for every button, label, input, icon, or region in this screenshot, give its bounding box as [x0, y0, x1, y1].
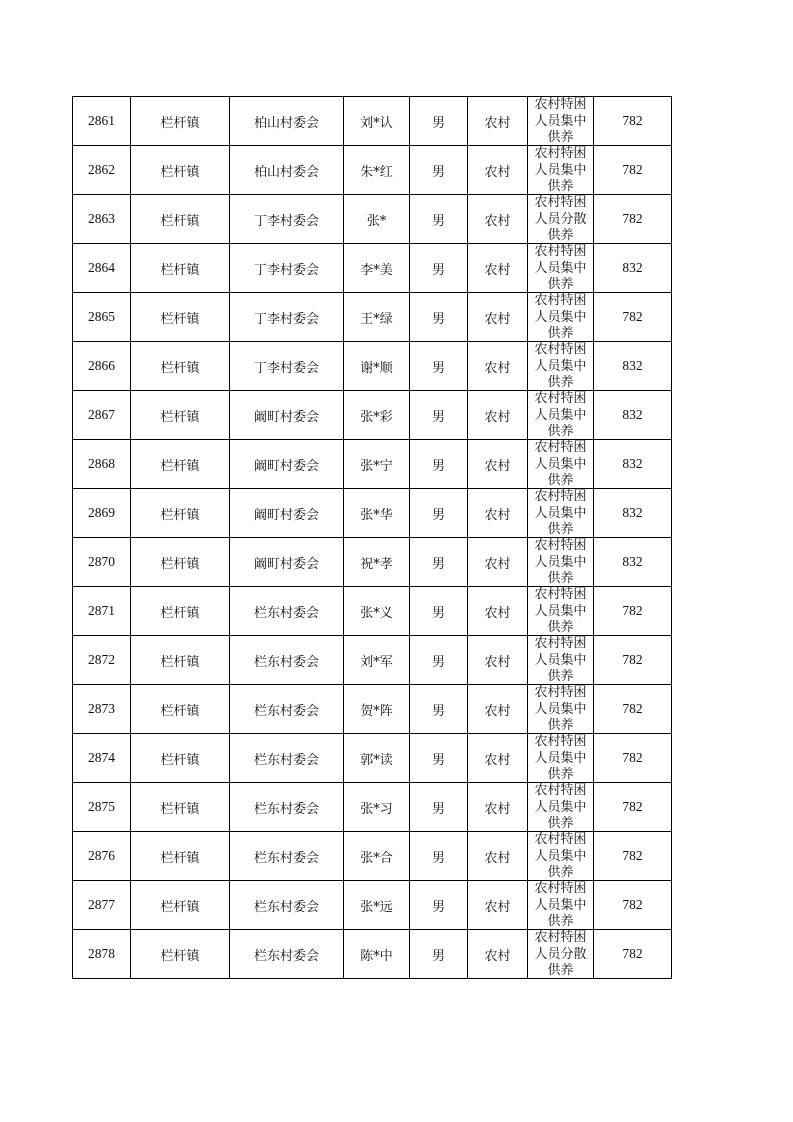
- table-row: [73, 244, 672, 293]
- recipient-name-cell: 贺*阵: [344, 685, 410, 734]
- town-cell: 栏杆镇: [131, 195, 230, 244]
- table-row: [73, 195, 672, 244]
- recipient-name-cell: 张*华: [344, 489, 410, 538]
- town-cell: 栏杆镇: [131, 685, 230, 734]
- serial-number-cell: 2861: [73, 97, 131, 146]
- support-category-cell: [528, 244, 594, 293]
- area-type-cell: 农村: [468, 195, 528, 244]
- recipient-name-cell: 王*绿: [344, 293, 410, 342]
- town-cell: 栏杆镇: [131, 391, 230, 440]
- support-category-text: 农村特困人员集中供养: [534, 832, 587, 879]
- support-category-text: 农村特困人员分散供养: [534, 930, 587, 977]
- recipient-name-cell: 张*习: [344, 783, 410, 832]
- support-category-cell: [528, 195, 594, 244]
- gender-cell: 男: [410, 538, 468, 587]
- gender-cell: 男: [410, 734, 468, 783]
- gender-cell: 男: [410, 930, 468, 979]
- table-row: [73, 783, 672, 832]
- support-category-text: 农村特困人员集中供养: [534, 342, 587, 389]
- gender-cell: 男: [410, 195, 468, 244]
- serial-number-cell: 2876: [73, 832, 131, 881]
- serial-number-cell: 2877: [73, 881, 131, 930]
- support-category-cell: [528, 440, 594, 489]
- serial-number-cell: 2873: [73, 685, 131, 734]
- gender-cell: 男: [410, 293, 468, 342]
- support-category-cell: [528, 391, 594, 440]
- support-category-text: 农村特困人员集中供养: [534, 293, 587, 340]
- recipient-name-cell: 张*宁: [344, 440, 410, 489]
- recipient-name-cell: 祝*孝: [344, 538, 410, 587]
- support-category-cell: [528, 636, 594, 685]
- table-row: [73, 734, 672, 783]
- town-cell: 栏杆镇: [131, 146, 230, 195]
- support-category-cell: [528, 930, 594, 979]
- support-category-cell: [528, 538, 594, 587]
- village-committee-cell: 栏东村委会: [230, 783, 344, 832]
- village-committee-cell: 丁李村委会: [230, 342, 344, 391]
- recipient-name-cell: 陈*中: [344, 930, 410, 979]
- recipient-name-cell: 张*合: [344, 832, 410, 881]
- serial-number-cell: 2865: [73, 293, 131, 342]
- support-category-cell: [528, 97, 594, 146]
- support-category-text: 农村特困人员集中供养: [534, 146, 587, 193]
- village-committee-cell: 阚町村委会: [230, 489, 344, 538]
- area-type-cell: 农村: [468, 636, 528, 685]
- town-cell: 栏杆镇: [131, 97, 230, 146]
- serial-number-cell: 2866: [73, 342, 131, 391]
- support-category-cell: [528, 832, 594, 881]
- area-type-cell: 农村: [468, 97, 528, 146]
- town-cell: 栏杆镇: [131, 342, 230, 391]
- area-type-cell: 农村: [468, 930, 528, 979]
- area-type-cell: 农村: [468, 440, 528, 489]
- support-category-text: 农村特困人员集中供养: [534, 636, 587, 683]
- support-category-text: 农村特困人员集中供养: [534, 244, 587, 291]
- village-committee-cell: 栏东村委会: [230, 685, 344, 734]
- village-committee-cell: 柏山村委会: [230, 97, 344, 146]
- gender-cell: 男: [410, 587, 468, 636]
- recipient-name-cell: 谢*顺: [344, 342, 410, 391]
- area-type-cell: 农村: [468, 734, 528, 783]
- amount-cell: 782: [594, 293, 672, 342]
- support-category-text: 农村特困人员集中供养: [534, 489, 587, 536]
- village-committee-cell: 丁李村委会: [230, 244, 344, 293]
- village-committee-cell: 丁李村委会: [230, 195, 344, 244]
- support-category-text: 农村特困人员集中供养: [534, 587, 587, 634]
- support-category-cell: [528, 489, 594, 538]
- amount-cell: 832: [594, 391, 672, 440]
- gender-cell: 男: [410, 489, 468, 538]
- gender-cell: 男: [410, 832, 468, 881]
- serial-number-cell: 2869: [73, 489, 131, 538]
- amount-cell: 832: [594, 440, 672, 489]
- amount-cell: 832: [594, 489, 672, 538]
- village-committee-cell: 栏东村委会: [230, 587, 344, 636]
- support-category-cell: [528, 783, 594, 832]
- amount-cell: 782: [594, 636, 672, 685]
- table-row: [73, 489, 672, 538]
- amount-cell: 782: [594, 195, 672, 244]
- town-cell: 栏杆镇: [131, 636, 230, 685]
- serial-number-cell: 2868: [73, 440, 131, 489]
- support-category-text: 农村特困人员集中供养: [534, 685, 587, 732]
- table-row: [73, 881, 672, 930]
- gender-cell: 男: [410, 97, 468, 146]
- support-category-text: 农村特困人员集中供养: [534, 391, 587, 438]
- area-type-cell: 农村: [468, 146, 528, 195]
- amount-cell: 832: [594, 342, 672, 391]
- support-category-text: 农村特困人员集中供养: [534, 440, 587, 487]
- support-category-text: 农村特困人员集中供养: [534, 881, 587, 928]
- support-category-text: 农村特困人员集中供养: [534, 734, 587, 781]
- village-committee-cell: 栏东村委会: [230, 930, 344, 979]
- village-committee-cell: 栏东村委会: [230, 881, 344, 930]
- table-row: [73, 293, 672, 342]
- town-cell: 栏杆镇: [131, 783, 230, 832]
- gender-cell: 男: [410, 342, 468, 391]
- recipient-name-cell: 朱*红: [344, 146, 410, 195]
- recipient-name-cell: 李*美: [344, 244, 410, 293]
- town-cell: 栏杆镇: [131, 489, 230, 538]
- gender-cell: 男: [410, 391, 468, 440]
- gender-cell: 男: [410, 636, 468, 685]
- area-type-cell: 农村: [468, 783, 528, 832]
- town-cell: 栏杆镇: [131, 293, 230, 342]
- serial-number-cell: 2875: [73, 783, 131, 832]
- village-committee-cell: 柏山村委会: [230, 146, 344, 195]
- support-category-cell: [528, 881, 594, 930]
- amount-cell: 782: [594, 783, 672, 832]
- area-type-cell: 农村: [468, 685, 528, 734]
- table-row: [73, 97, 672, 146]
- amount-cell: 782: [594, 97, 672, 146]
- gender-cell: 男: [410, 146, 468, 195]
- serial-number-cell: 2878: [73, 930, 131, 979]
- table-row: [73, 538, 672, 587]
- table-row: [73, 440, 672, 489]
- town-cell: 栏杆镇: [131, 930, 230, 979]
- amount-cell: 782: [594, 685, 672, 734]
- table-row: [73, 391, 672, 440]
- gender-cell: 男: [410, 783, 468, 832]
- amount-cell: 832: [594, 244, 672, 293]
- table-row: [73, 685, 672, 734]
- gender-cell: 男: [410, 244, 468, 293]
- area-type-cell: 农村: [468, 244, 528, 293]
- support-category-text: 农村特困人员分散供养: [534, 195, 587, 242]
- town-cell: 栏杆镇: [131, 734, 230, 783]
- area-type-cell: 农村: [468, 293, 528, 342]
- village-committee-cell: 栏东村委会: [230, 636, 344, 685]
- support-category-cell: [528, 734, 594, 783]
- gender-cell: 男: [410, 440, 468, 489]
- table-row: [73, 342, 672, 391]
- recipient-name-cell: 刘*认: [344, 97, 410, 146]
- village-committee-cell: 丁李村委会: [230, 293, 344, 342]
- recipient-name-cell: 郭*读: [344, 734, 410, 783]
- village-committee-cell: 阚町村委会: [230, 440, 344, 489]
- village-committee-cell: 栏东村委会: [230, 832, 344, 881]
- town-cell: 栏杆镇: [131, 832, 230, 881]
- support-category-text: 农村特困人员集中供养: [534, 783, 587, 830]
- support-category-cell: [528, 685, 594, 734]
- serial-number-cell: 2872: [73, 636, 131, 685]
- support-category-text: 农村特困人员集中供养: [534, 97, 587, 144]
- village-committee-cell: 阚町村委会: [230, 391, 344, 440]
- town-cell: 栏杆镇: [131, 881, 230, 930]
- town-cell: 栏杆镇: [131, 587, 230, 636]
- gender-cell: 男: [410, 881, 468, 930]
- recipient-name-cell: 张*远: [344, 881, 410, 930]
- support-category-cell: [528, 146, 594, 195]
- serial-number-cell: 2862: [73, 146, 131, 195]
- table-row: [73, 930, 672, 979]
- serial-number-cell: 2870: [73, 538, 131, 587]
- village-committee-cell: 阚町村委会: [230, 538, 344, 587]
- amount-cell: 782: [594, 734, 672, 783]
- support-category-cell: [528, 587, 594, 636]
- table-row: [73, 636, 672, 685]
- support-category-cell: [528, 342, 594, 391]
- village-committee-cell: 栏东村委会: [230, 734, 344, 783]
- recipient-name-cell: 张*彩: [344, 391, 410, 440]
- serial-number-cell: 2863: [73, 195, 131, 244]
- amount-cell: 832: [594, 538, 672, 587]
- gender-cell: 男: [410, 685, 468, 734]
- amount-cell: 782: [594, 881, 672, 930]
- table-body: [73, 97, 672, 979]
- area-type-cell: 农村: [468, 538, 528, 587]
- area-type-cell: 农村: [468, 489, 528, 538]
- town-cell: 栏杆镇: [131, 440, 230, 489]
- serial-number-cell: 2864: [73, 244, 131, 293]
- recipient-name-cell: 张*: [344, 195, 410, 244]
- serial-number-cell: 2874: [73, 734, 131, 783]
- amount-cell: 782: [594, 832, 672, 881]
- serial-number-cell: 2871: [73, 587, 131, 636]
- table-row: [73, 832, 672, 881]
- recipient-name-cell: 张*义: [344, 587, 410, 636]
- amount-cell: 782: [594, 587, 672, 636]
- support-category-cell: [528, 293, 594, 342]
- recipient-name-cell: 刘*军: [344, 636, 410, 685]
- table-row: [73, 587, 672, 636]
- area-type-cell: 农村: [468, 832, 528, 881]
- serial-number-cell: 2867: [73, 391, 131, 440]
- area-type-cell: 农村: [468, 391, 528, 440]
- table-row: [73, 146, 672, 195]
- relief-recipient-table: [72, 96, 672, 979]
- area-type-cell: 农村: [468, 587, 528, 636]
- area-type-cell: 农村: [468, 881, 528, 930]
- town-cell: 栏杆镇: [131, 244, 230, 293]
- area-type-cell: 农村: [468, 342, 528, 391]
- town-cell: 栏杆镇: [131, 538, 230, 587]
- amount-cell: 782: [594, 930, 672, 979]
- amount-cell: 782: [594, 146, 672, 195]
- support-category-text: 农村特困人员集中供养: [534, 538, 587, 585]
